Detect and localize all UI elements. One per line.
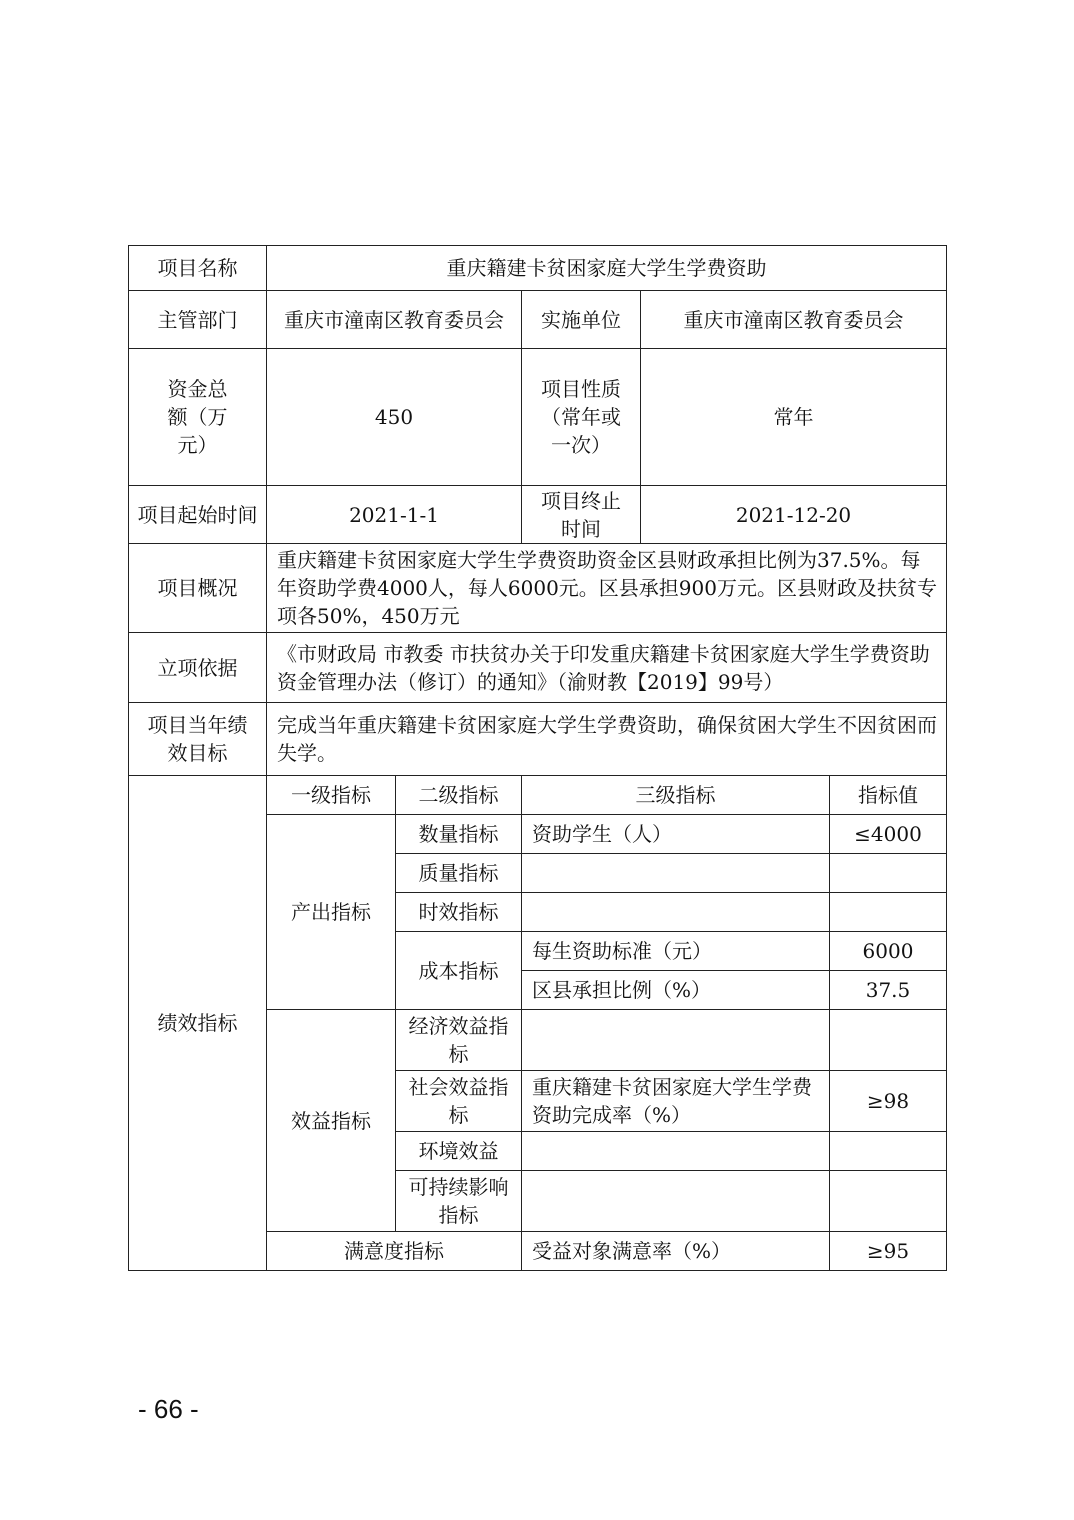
header-level2: 二级指标 <box>396 776 522 815</box>
value-project-name: 重庆籍建卡贫困家庭大学生学费资助 <box>267 246 947 291</box>
value-impl: 重庆市潼南区教育委员会 <box>641 291 947 349</box>
economic-indicator: 经济效益指标 <box>396 1010 522 1071</box>
label-overview: 项目概况 <box>129 544 267 633</box>
environment-value <box>830 1132 947 1171</box>
label-start: 项目起始时间 <box>129 486 267 544</box>
label-impl: 实施单位 <box>522 291 641 349</box>
satisfaction-value: ≥95 <box>830 1232 947 1271</box>
label-end: 项目终止时间 <box>522 486 641 544</box>
cost-level3-standard: 每生资助标准（元） <box>522 932 830 971</box>
label-goal: 项目当年绩效目标 <box>129 703 267 776</box>
quality-value <box>830 854 947 893</box>
row-basis <box>129 633 947 703</box>
project-performance-table <box>128 245 947 1271</box>
value-nature: 常年 <box>641 349 947 486</box>
social-level3: 重庆籍建卡贫困家庭大学生学费资助完成率（%） <box>522 1071 830 1132</box>
label-basis: 立项依据 <box>129 633 267 703</box>
economic-value <box>830 1010 947 1071</box>
page-number: - 66 - <box>138 1394 199 1424</box>
quantity-level3: 资助学生（人） <box>522 815 830 854</box>
social-indicator: 社会效益指标 <box>396 1071 522 1132</box>
label-perf: 绩效指标 <box>129 776 267 1271</box>
benefit-indicator: 效益指标 <box>267 1010 396 1232</box>
cost-level3-ratio: 区县承担比例（%） <box>522 971 830 1010</box>
row-perf-header <box>129 776 947 815</box>
row-dates <box>129 486 947 544</box>
quantity-value: ≤4000 <box>830 815 947 854</box>
label-nature: 项目性质（常年或一次） <box>522 349 641 486</box>
satisfaction-level3: 受益对象满意率（%） <box>522 1232 830 1271</box>
timeliness-indicator: 时效指标 <box>396 893 522 932</box>
value-start: 2021-1-1 <box>267 486 522 544</box>
social-value: ≥98 <box>830 1071 947 1132</box>
row-goal <box>129 703 947 776</box>
output-indicator: 产出指标 <box>267 815 396 1010</box>
economic-level3 <box>522 1010 830 1071</box>
timeliness-value <box>830 893 947 932</box>
row-fund <box>129 349 947 486</box>
value-dept: 重庆市潼南区教育委员会 <box>267 291 522 349</box>
header-value: 指标值 <box>830 776 947 815</box>
environment-indicator: 环境效益 <box>396 1132 522 1171</box>
value-overview: 重庆籍建卡贫困家庭大学生学费资助资金区县财政承担比例为37.5%。每年资助学费4000人，每人6000元。区县承担900万元。区县财政及扶贫专项各50%，450万元 <box>267 544 947 633</box>
sustain-indicator: 可持续影响指标 <box>396 1171 522 1232</box>
quality-level3 <box>522 854 830 893</box>
label-dept: 主管部门 <box>129 291 267 349</box>
cost-value-standard: 6000 <box>830 932 947 971</box>
timeliness-level3 <box>522 893 830 932</box>
sustain-value <box>830 1171 947 1232</box>
row-department <box>129 291 947 349</box>
environment-level3 <box>522 1132 830 1171</box>
label-project-name: 项目名称 <box>129 246 267 291</box>
label-fund: 资金总额（万元） <box>129 349 267 486</box>
header-level1: 一级指标 <box>267 776 396 815</box>
cost-value-ratio: 37.5 <box>830 971 947 1010</box>
header-level3: 三级指标 <box>522 776 830 815</box>
row-overview <box>129 544 947 633</box>
sustain-level3 <box>522 1171 830 1232</box>
quantity-indicator: 数量指标 <box>396 815 522 854</box>
cost-indicator: 成本指标 <box>396 932 522 1010</box>
value-basis: 《市财政局 市教委 市扶贫办关于印发重庆籍建卡贫困家庭大学生学费资助资金管理办法（修订）的通知》（渝财教【2019】99号） <box>267 633 947 703</box>
value-end: 2021-12-20 <box>641 486 947 544</box>
row-project-name <box>129 246 947 291</box>
value-fund: 450 <box>267 349 522 486</box>
satisfaction-indicator: 满意度指标 <box>267 1232 522 1271</box>
value-goal: 完成当年重庆籍建卡贫困家庭大学生学费资助，确保贫困大学生不因贫困而失学。 <box>267 703 947 776</box>
quality-indicator: 质量指标 <box>396 854 522 893</box>
